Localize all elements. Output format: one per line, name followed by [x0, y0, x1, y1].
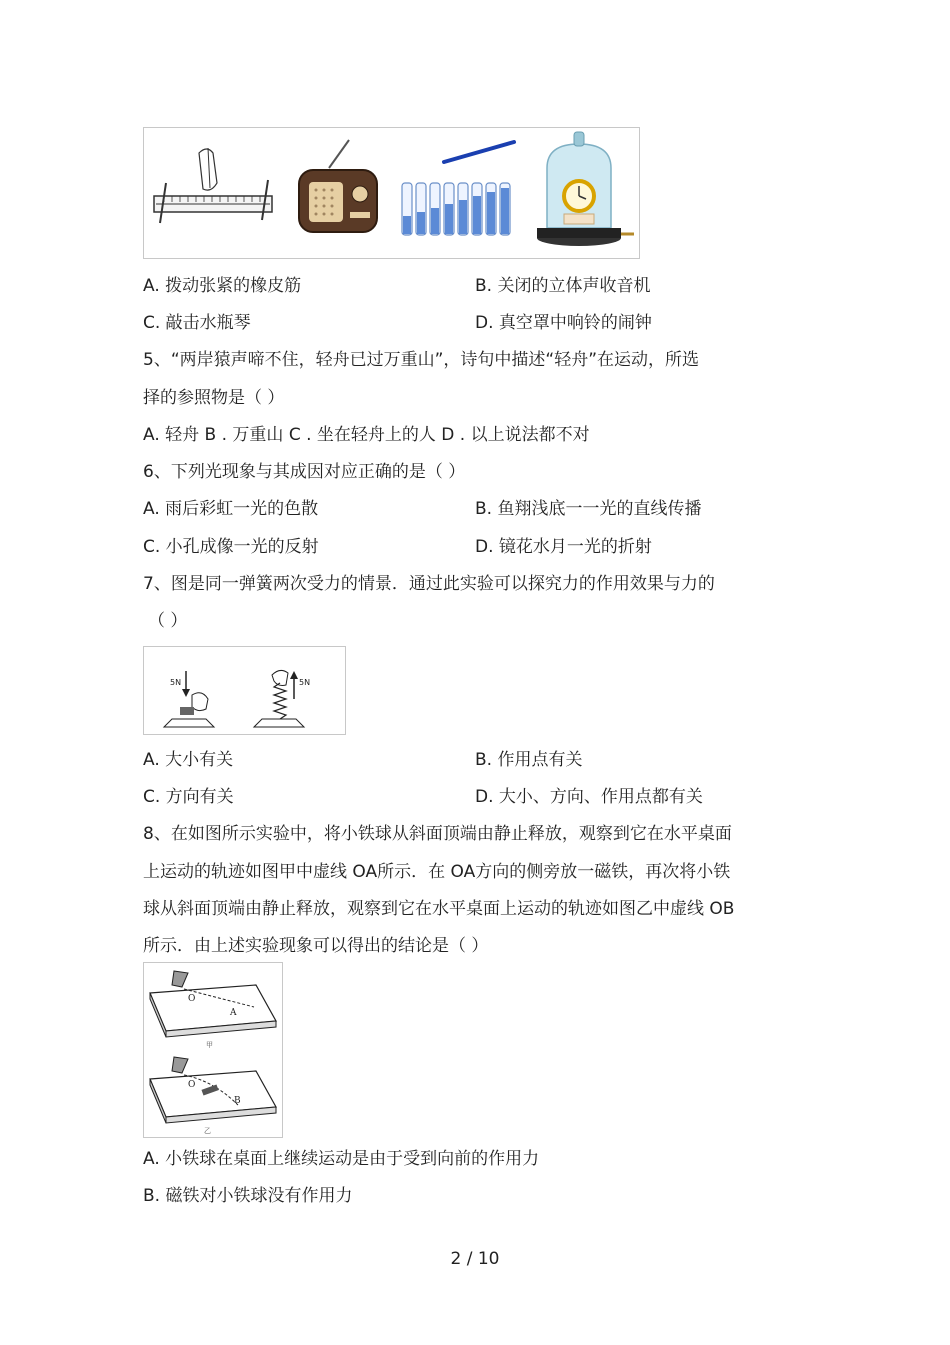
- compressed-spring: [164, 671, 214, 727]
- radio-icon: [299, 140, 377, 232]
- top-caption: 甲: [206, 1041, 213, 1049]
- q7-stem-line1: 7、图是同一弹簧两次受力的情景．通过此实验可以探究力的作用效果与力的: [143, 574, 715, 594]
- q4-option-b: B. 关闭的立体声收音机: [475, 276, 651, 296]
- q5-options: A. 轻舟 B . 万重山 C . 坐在轻舟上的人 D . 以上说法都不对: [143, 425, 590, 445]
- spring-illustration: [144, 647, 345, 734]
- q8-stem-line1: 8、在如图所示实验中，将小铁球从斜面顶端由静止释放，观察到它在水平桌面: [143, 824, 732, 844]
- q6-option-b: B. 鱼翔浅底一一光的直线传播: [475, 499, 702, 519]
- q7-option-a: A. 大小有关: [143, 750, 234, 770]
- q5-stem-line2: 择的参照物是（ ）: [143, 388, 285, 408]
- bottom-label-o: O: [188, 1080, 196, 1090]
- left-force-label: 5N: [170, 678, 182, 687]
- q5-stem-line1: 5、“两岸猿声啼不住，轻舟已过万重山”，诗句中描述“轻舟”在运动，所选: [143, 350, 700, 370]
- q6-option-d: D. 镜花水月一光的折射: [475, 537, 652, 557]
- q4-option-d: D. 真空罩中响铃的闹钟: [475, 313, 652, 333]
- rubber-band-board: [154, 148, 272, 223]
- q7-option-d: D. 大小、方向、作用点都有关: [475, 787, 703, 807]
- q6-stem: 6、下列光现象与其成因对应正确的是（ ）: [143, 462, 466, 482]
- spring-force-figure: [143, 646, 346, 735]
- iron-ball-figure: [143, 962, 283, 1138]
- top-label-a: A: [230, 1008, 237, 1018]
- sound-sources-illustration: [144, 128, 639, 258]
- q6-option-c: C. 小孔成像一光的反射: [143, 537, 319, 557]
- q7-option-c: C. 方向有关: [143, 787, 234, 807]
- q8-option-b: B. 磁铁对小铁球没有作用力: [143, 1186, 353, 1206]
- table-bottom-panel: [150, 1057, 276, 1135]
- water-bottle-xylophone: [402, 142, 514, 235]
- q7-option-b: B. 作用点有关: [475, 750, 583, 770]
- q8-option-a: A. 小铁球在桌面上继续运动是由于受到向前的作用力: [143, 1149, 540, 1169]
- bell-jar-alarm-clock: [537, 132, 634, 246]
- q6-option-a: A. 雨后彩虹一光的色散: [143, 499, 319, 519]
- q8-stem-line2: 上运动的轨迹如图甲中虚线 OA所示．在 OA方向的侧旁放一磁铁，再次将小铁: [143, 862, 731, 882]
- sound-sources-figure: [143, 127, 640, 259]
- bottom-caption: 乙: [204, 1127, 211, 1135]
- bottom-label-b: B: [234, 1096, 241, 1106]
- q4-option-a: A. 拨动张紧的橡皮筋: [143, 276, 302, 296]
- q8-stem-line3: 球从斜面顶端由静止释放，观察到它在水平桌面上运动的轨迹如图乙中虚线 OB: [143, 899, 735, 919]
- right-force-label: 5N: [299, 678, 311, 687]
- q4-option-c: C. 敲击水瓶琴: [143, 313, 251, 333]
- q7-stem-line2: （ ）: [148, 611, 188, 631]
- page-number: 2 / 10: [450, 1249, 500, 1269]
- top-label-o: O: [188, 994, 196, 1004]
- iron-ball-illustration: [144, 963, 282, 1137]
- q8-stem-line4: 所示．由上述实验现象可以得出的结论是（ ）: [143, 936, 489, 956]
- stretched-spring: [254, 670, 310, 727]
- table-top-panel: [150, 971, 276, 1049]
